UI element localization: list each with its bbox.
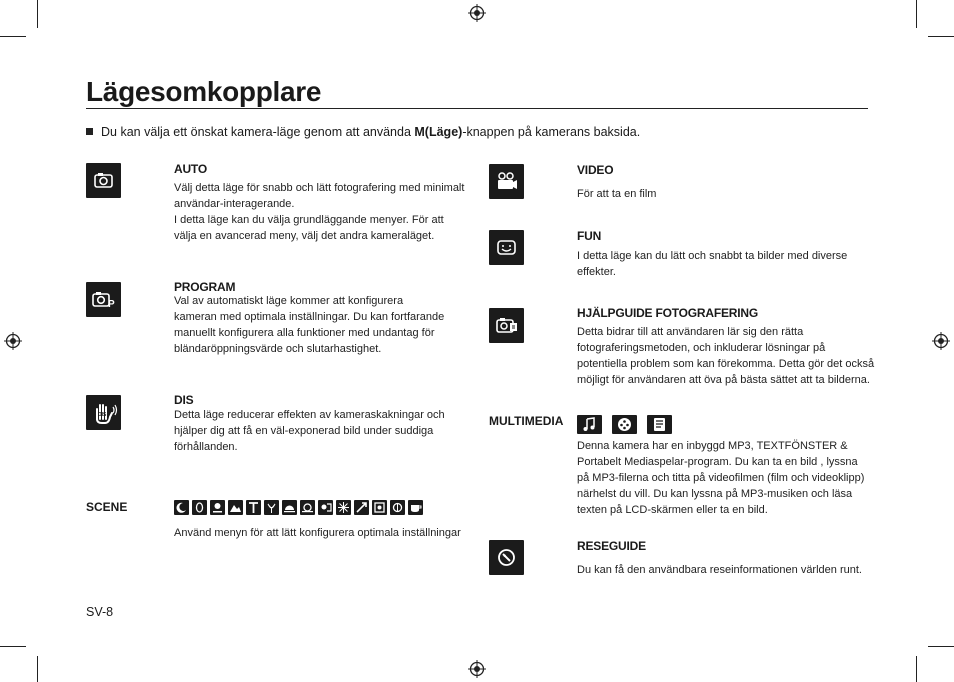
description-line: manuellt konfigurera alla funktioner med undantag för [174,327,435,339]
crop-mark [37,656,38,682]
camera-program-icon [86,282,121,317]
description-line: Välj detta läge för snabb och lätt fotografering med minimalt [174,182,465,194]
dis-description [174,407,445,455]
registration-mark-icon [468,4,486,22]
multimedia-icon-row [577,415,672,434]
intro-bold: M(Läge) [414,125,463,139]
crop-mark [0,646,26,647]
scene-icon-row [174,500,423,515]
description-line: texten på LCD-skärmen eller ta en bild. [577,504,768,516]
scene-description: Använd menyn för att lätt konfigurera optimala inställningar [174,527,461,539]
description-line: Detta bidrar till att användaren lär sig den rätta [577,326,804,338]
description-line: Val av automatiskt läge kommer att konfigurera [174,295,404,307]
description-line: Detta läge reducerar effekten av kameraskakningar och [174,409,445,421]
fun-description [577,248,847,280]
night-icon [174,500,189,515]
scene-label: SCENE [86,500,128,514]
crop-mark [37,0,38,28]
self-shot-icon [372,500,387,515]
video-description [577,186,656,202]
help-guide-description [577,324,874,388]
multimedia-label: MULTIMEDIA [489,414,564,428]
fireworks-icon [336,500,351,515]
description-line: närhelst du vill. Du kan lyssna på MP3-musiken och läsa [577,488,853,500]
description-line: Du kan få den användbara reseinformationen världen runt. [577,564,862,576]
intro-after: -knappen på kamerans baksida. [462,125,641,139]
auto-description [174,180,464,244]
landscape-icon [228,500,243,515]
description-line: Denna kamera har en inbyggd MP3, TEXTFÖNSTER & [577,440,848,452]
crop-mark [928,36,954,37]
compass-icon [489,540,524,575]
page-title: Lägesomkopplare [86,76,322,107]
reseguide-heading: RESEGUIDE [577,539,646,553]
description-line: förhållanden. [174,441,238,453]
crop-mark [916,0,917,28]
registration-mark-icon [4,332,22,350]
text-icon [246,500,261,515]
program-description [174,293,444,357]
svg-text:DIS: DIS [98,412,107,418]
description-line: potentiella problem som kan förekomma. Detta gör det också [577,358,875,370]
crop-mark [916,656,917,682]
description-line: välja en avancerad meny, välj det andra kameraläget. [174,230,435,242]
dis-heading: DIS [174,393,194,407]
beach-snow-icon [354,500,369,515]
sunset-icon [282,500,297,515]
crop-mark [0,36,26,37]
description-line: effekter. [577,266,616,278]
portrait-icon [192,500,207,515]
description-line: kameran med optimala inställningar. Du kan fortfarande [174,311,445,323]
description-line: I detta läge kan du välja grundläggande menyer. För att [174,214,444,226]
program-heading: PROGRAM [174,280,236,294]
description-line: möjligt för användaren att öva på bästa sättet att ta bilderna. [577,374,870,386]
food-icon [390,500,405,515]
auto-heading: AUTO [174,162,207,176]
title-rule [86,108,868,109]
description-line: För att ta en film [577,188,657,200]
backlight-icon [318,500,333,515]
registration-mark-icon [932,332,950,350]
cafe-icon [408,500,423,515]
camera-icon [86,163,121,198]
description-line: Portabelt Mediaspelar-program. Du kan ta en bild , lyssna [577,456,858,468]
dawn-icon [300,500,315,515]
text-document-icon [647,415,672,434]
video-heading: VIDEO [577,163,614,177]
music-note-icon [577,415,602,434]
reseguide-description [577,562,862,578]
page-number: SV-8 [86,605,114,619]
registration-mark-icon [468,660,486,678]
description-line: användar-interagerande. [174,198,295,210]
fun-heading: FUN [577,229,602,243]
intro-text [86,125,640,139]
description-line: på MP3-filerna och titta på videofilmen (film och videoklipp) [577,472,865,484]
description-line: hjälper dig att få en väl-exponerad bild under suddiga [174,425,434,437]
help-guide-heading: HJÄLPGUIDE FOTOGRAFERING [577,306,758,320]
film-reel-icon [612,415,637,434]
multimedia-description [577,438,864,518]
svg-text:P: P [108,299,115,310]
crop-mark [928,646,954,647]
children-icon [210,500,225,515]
bullet-square-icon [86,128,93,135]
intro-before: Du kan välja ett önskat kamera-läge genom att använda [101,125,415,139]
description-line: bländaröppningsvärde och slutarhastighet. [174,343,382,355]
dis-hand-icon [86,395,121,430]
close-up-icon [264,500,279,515]
video-camera-icon [489,164,524,199]
description-line: I detta läge kan du lätt och snabbt ta bilder med diverse [577,250,848,262]
fun-face-icon [489,230,524,265]
help-guide-icon [489,308,524,343]
description-line: fotograferingsmetoden, och inkluderar lösningar på [577,342,826,354]
